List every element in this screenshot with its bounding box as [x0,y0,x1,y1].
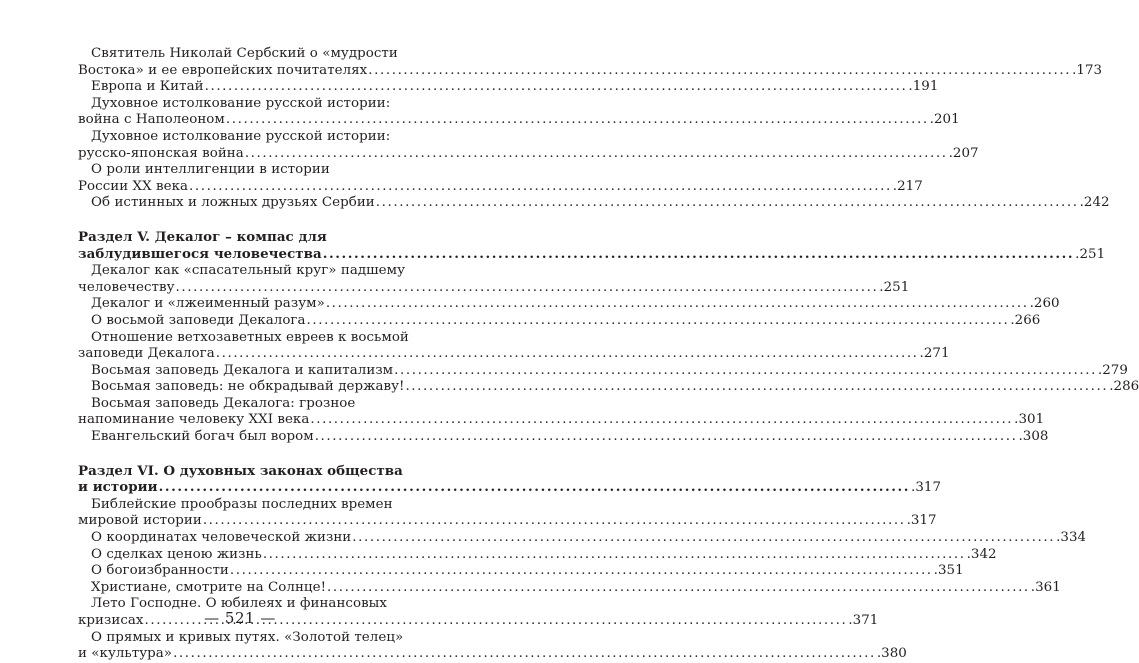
dot-leader [310,412,1013,427]
entry-title-row [78,145,979,163]
dot-leader [216,346,919,361]
dot-leader [307,313,1010,328]
page-ref: .286 [1109,379,1139,395]
toc-entry [78,362,1128,380]
dot-leader [394,363,1097,378]
entry-title-row [78,112,960,129]
entry-title-line: Европа и Китай [91,79,204,95]
entry-title-row [78,379,1139,396]
toc-entry [78,46,1103,79]
section-heading [78,228,1106,263]
page-ref: .342 [966,546,997,562]
entry-title-row [78,412,1045,429]
entry-title-line: Святитель Николай Сербский о «мудрости [91,46,398,61]
entry-title-line: и «культура» [78,646,173,662]
toc-entry [78,263,910,296]
entry-title-row [78,312,1041,330]
toc-entry [78,379,1139,396]
page-ref: .207 [948,145,979,161]
entry-title-row [78,563,964,580]
entry-title-line: Библейские прообразы последних времен [91,496,393,512]
dot-leader [263,547,966,562]
entry-title-row [78,513,937,530]
entry-title-row [78,178,923,196]
dot-leader [327,580,1030,595]
entry-title-line: напоминание человеку XXI века [78,412,310,428]
dot-leader [230,563,933,578]
entry-title-row [78,279,910,297]
page-ref: .308 [1018,429,1049,445]
toc-entry [78,579,1061,597]
entry-title-row [78,62,1103,80]
entry-title-line: Об истинных и ложных друзьях Сербии [91,195,375,211]
toc-entry [78,395,1045,429]
toc-entry [78,312,1041,330]
toc-entry [78,95,960,129]
table-of-contents [78,46,1139,663]
section-gap [78,212,386,229]
entry-title-line: О сделках ценою жизнь [91,546,262,562]
page-ref: .301 [1014,412,1045,428]
page-ref: .371 [848,613,879,628]
page-ref: .271 [919,346,950,362]
entry-title-row [78,346,950,363]
section-5 [78,228,1139,446]
entry-title-line: кризисах [78,613,144,628]
entry-title-line: Отношение ветхозаветных евреев к восьмой [91,329,409,345]
toc-entry [78,296,1060,313]
page-ref: .380 [876,646,907,662]
entry-title-line: Восьмая заповедь Декалога: грозное [91,395,356,411]
page-ref: .242 [1079,195,1110,211]
toc-entries-continued [78,46,1110,212]
toc-entry [78,563,964,580]
toc-entry [78,162,923,195]
toc-entry [78,329,950,363]
entry-title-line: мировой истории [78,513,202,529]
toc-entry [78,429,1049,446]
section-title-line: Раздел VI. О духовных законах общества [78,462,403,479]
dot-leader [173,646,876,661]
entry-title-line: О прямых и кривых путях. «Золотой телец» [91,629,404,645]
toc-entry [78,79,939,96]
dot-leader [176,280,879,295]
page-ref: .351 [933,563,964,579]
page-ref: .266 [1010,312,1041,328]
dot-leader [352,530,1055,545]
page-number: — 521 — [204,609,276,627]
entry-title-line: Декалог и «лжеименный разум» [91,296,325,312]
page-ref: .191 [908,79,939,95]
entry-title-row [78,429,1049,446]
page-ref: .361 [1030,579,1061,595]
entry-title-line: О восьмой заповеди Декалога [91,312,306,328]
dot-leader [226,112,929,127]
entry-title-line: Восьмая заповедь: не обкрадывай державу! [91,379,405,395]
dot-leader [245,146,948,161]
page-ref: .334 [1056,530,1087,546]
section-gap [78,446,386,463]
toc-entry [78,496,937,530]
section-title-line: Раздел V. Декалог – компас для [78,228,327,245]
entry-title-line: русско-японская война [78,145,244,161]
page-ref: .251 [879,279,910,295]
section-title-row [78,245,1106,264]
dot-leader [376,195,1079,210]
entry-title-row [78,546,997,564]
dot-leader [203,513,906,528]
entry-title-line: война с Наполеоном [78,112,225,128]
entry-title-line: Восьмая заповедь Декалога и капитализм [91,362,394,378]
page-ref: .217 [892,178,923,194]
page-ref: .251 [1075,246,1106,262]
toc-entry [78,629,907,663]
page-ref: .317 [906,513,937,529]
entry-title-line: Лето Господне. О юбилеях и финансовых [91,596,387,612]
section-title-line: заблудившегося человечества [78,245,322,262]
toc-entry [78,195,1110,212]
entry-title-line: Востока» и ее европейских почитателях [78,62,368,78]
entry-title-line: Евангельский богач был вором [91,429,314,445]
dot-leader [323,246,1074,262]
entry-title-row [78,530,1087,547]
dot-leader [405,379,1108,394]
entry-title-row [78,646,907,663]
entry-title-row [78,579,1061,597]
entry-title-line: Христиане, смотрите на Солнце! [91,579,326,595]
section-6 [78,462,1087,663]
toc-entry [78,546,997,564]
entry-title-row [78,296,1060,313]
toc-entry [78,128,979,162]
entry-title-line: заповеди Декалога [78,346,215,362]
page-ref: .279 [1097,362,1128,378]
dot-leader [205,79,908,94]
entry-title-line: Декалог как «спасательный круг» падшему [91,263,406,279]
page-ref: .317 [911,480,942,496]
toc-entry [78,530,1087,547]
entry-title-row [78,79,939,96]
page-ref: .173 [1072,62,1103,78]
page-ref: .201 [929,112,960,128]
section-title-row [78,479,942,497]
dot-leader [315,429,1018,444]
entry-title-row [78,362,1128,380]
entry-title-line: О роли интеллигенции в истории [91,162,330,178]
entry-title-line: человечеству [78,279,175,295]
dot-leader [368,63,1071,78]
dot-leader [326,296,1029,311]
entry-title-line: О координатах человеческой жизни [91,530,352,546]
dot-leader [159,479,910,495]
entry-title-line: России XX века [78,178,189,194]
section-heading [78,462,942,497]
entry-title-line: Духовное истолкование русской истории: [91,95,391,111]
entry-title-row [78,195,1110,212]
entry-title-line: Духовное истолкование русской истории: [91,128,391,144]
entry-title-line: О богоизбранности [91,563,229,579]
page-ref: .260 [1029,296,1060,312]
dot-leader [189,179,892,194]
section-title-line: и истории [78,479,158,496]
